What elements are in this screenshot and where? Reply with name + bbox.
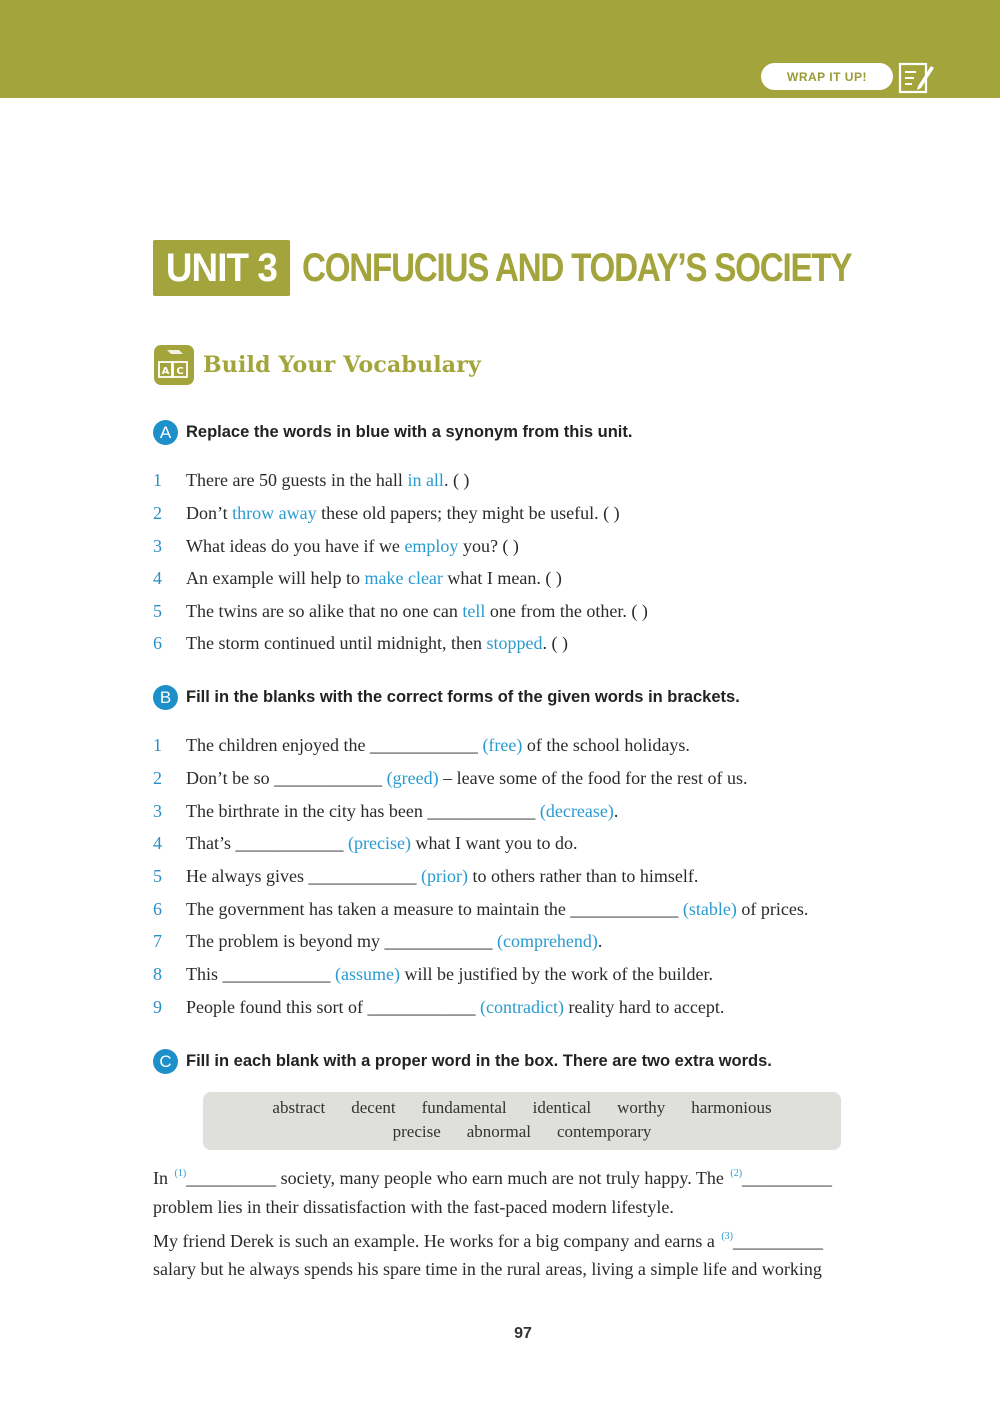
passage-line bbox=[153, 1225, 895, 1253]
item-text: . bbox=[597, 931, 603, 951]
item-highlight: in all bbox=[407, 470, 444, 490]
item-text: There are 50 guests in the hall bbox=[186, 470, 408, 490]
item-text: The problem is beyond my ____________ bbox=[186, 931, 497, 951]
passage-text: __________ society, many people who earn much are not truly happy. The bbox=[186, 1168, 729, 1188]
exercise-c-badge: C bbox=[153, 1049, 178, 1074]
word-box-word: decent bbox=[351, 1098, 396, 1117]
item-text: This ____________ bbox=[186, 964, 336, 984]
item-number: 2 bbox=[153, 768, 162, 788]
exercise-a-heading bbox=[153, 420, 632, 445]
blank-number: (1) bbox=[174, 1168, 187, 1179]
item-text: of the school holidays. bbox=[522, 735, 690, 755]
item-text: will be justified by the work of the builder. bbox=[400, 964, 713, 984]
unit-title: CONFUCIUS AND TODAY’S SOCIETY bbox=[301, 245, 851, 290]
word-box-row bbox=[203, 1122, 841, 1142]
item-number: 1 bbox=[153, 470, 162, 490]
section-title: Build Your Vocabulary bbox=[203, 352, 481, 378]
exercise-c-heading bbox=[153, 1049, 772, 1074]
item-hint: (precise) bbox=[348, 833, 411, 853]
item-number: 4 bbox=[153, 568, 162, 588]
word-box-row bbox=[203, 1098, 841, 1118]
word-box bbox=[203, 1092, 841, 1150]
item-number: 4 bbox=[153, 833, 162, 853]
unit-label: UNIT 3 bbox=[153, 240, 290, 296]
svg-text:B: B bbox=[171, 354, 177, 362]
word-box-word: fundamental bbox=[421, 1098, 507, 1117]
exercise-b-badge: B bbox=[153, 685, 178, 710]
item-number: 1 bbox=[153, 735, 162, 755]
word-box-word: contemporary bbox=[556, 1122, 652, 1141]
item-highlight: make clear bbox=[364, 568, 443, 588]
item-highlight: employ bbox=[404, 536, 459, 556]
item-text: The birthrate in the city has been ____________ bbox=[186, 801, 540, 821]
unit-heading bbox=[153, 240, 963, 296]
item-text: That’s ____________ bbox=[186, 833, 348, 853]
item-number: 5 bbox=[153, 866, 162, 886]
word-box-word: precise bbox=[392, 1122, 441, 1141]
item-text: . ( ) bbox=[443, 470, 470, 490]
item-text: The twins are so alike that no one can bbox=[186, 601, 463, 621]
item-number: 6 bbox=[153, 899, 162, 919]
item-highlight: tell bbox=[462, 601, 486, 621]
exercise-b-instruction: Fill in the blanks with the correct forms of the given words in brackets. bbox=[186, 688, 740, 706]
item-highlight: throw away bbox=[232, 503, 317, 523]
item-text: of prices. bbox=[736, 899, 809, 919]
notepad-pencil-icon bbox=[898, 60, 934, 94]
item-text: . bbox=[613, 801, 619, 821]
exercise-a-badge: A bbox=[153, 420, 178, 445]
passage-text: My friend Derek is such an example. He works for a big company and earns a bbox=[153, 1231, 720, 1251]
item-hint: (comprehend) bbox=[496, 931, 598, 951]
header-band bbox=[0, 0, 1000, 98]
item-number: 5 bbox=[153, 601, 162, 621]
item-hint: (greed) bbox=[386, 768, 439, 788]
passage-text: __________ bbox=[733, 1231, 823, 1251]
section-heading bbox=[153, 344, 481, 386]
item-hint: (stable) bbox=[682, 899, 737, 919]
blank-number: (3) bbox=[721, 1231, 733, 1242]
item-number: 7 bbox=[153, 931, 162, 951]
item-text: what I mean. ( ) bbox=[442, 568, 562, 588]
item-number: 9 bbox=[153, 997, 162, 1017]
item-text: He always gives ____________ bbox=[186, 866, 421, 886]
word-box-word: abnormal bbox=[466, 1122, 531, 1141]
item-text: Don’t bbox=[186, 503, 233, 523]
item-text: – leave some of the food for the rest of us. bbox=[438, 768, 748, 788]
item-number: 8 bbox=[153, 964, 162, 984]
svg-text:A: A bbox=[161, 366, 170, 377]
svg-text:C: C bbox=[176, 366, 184, 377]
wrap-it-up-label: WRAP IT UP! bbox=[761, 63, 893, 90]
item-text: People found this sort of ____________ bbox=[186, 997, 480, 1017]
item-hint: (free) bbox=[482, 735, 523, 755]
item-number: 2 bbox=[153, 503, 162, 523]
item-hint: (contradict) bbox=[480, 997, 564, 1017]
item-text: reality hard to accept. bbox=[563, 997, 725, 1017]
item-hint: (prior) bbox=[420, 866, 468, 886]
item-text: to others rather than to himself. bbox=[467, 866, 699, 886]
passage-line bbox=[153, 1162, 895, 1190]
item-highlight: stopped bbox=[486, 633, 543, 653]
page-number: 97 bbox=[514, 1325, 532, 1342]
abc-blocks-icon bbox=[153, 344, 195, 386]
word-box-word: abstract bbox=[272, 1098, 326, 1117]
item-text: What ideas do you have if we bbox=[186, 536, 405, 556]
item-text: The government has taken a measure to maintain the ____________ bbox=[186, 899, 683, 919]
item-hint: (assume) bbox=[335, 964, 400, 984]
passage-text: __________ bbox=[742, 1168, 833, 1188]
item-text: . ( ) bbox=[542, 633, 568, 653]
item-text: what I want you to do. bbox=[410, 833, 578, 853]
item-text: one from the other. ( ) bbox=[485, 601, 648, 621]
word-box-word: identical bbox=[532, 1098, 592, 1117]
passage-text: salary but he always spends his spare time in the rural areas, living a simple life and working bbox=[153, 1259, 822, 1279]
item-number: 3 bbox=[153, 801, 162, 821]
exercise-b-heading bbox=[153, 685, 740, 710]
passage-line bbox=[153, 1195, 895, 1219]
item-text: The storm continued until midnight, then bbox=[186, 633, 487, 653]
passage-text: In bbox=[153, 1168, 173, 1188]
item-number: 3 bbox=[153, 536, 162, 556]
item-text: The children enjoyed the ____________ bbox=[186, 735, 483, 755]
exercise-a-instruction: Replace the words in blue with a synonym from this unit. bbox=[186, 423, 633, 441]
passage-text: problem lies in their dissatisfaction with the fast-paced modern lifestyle. bbox=[153, 1197, 674, 1217]
word-box-word: worthy bbox=[617, 1098, 666, 1117]
item-text: Don’t be so ____________ bbox=[186, 768, 387, 788]
word-box-word: harmonious bbox=[691, 1098, 772, 1117]
item-text: these old papers; they might be useful. ( ) bbox=[316, 503, 620, 523]
item-text: An example will help to bbox=[186, 568, 365, 588]
item-text: you? ( ) bbox=[458, 536, 519, 556]
item-number: 6 bbox=[153, 633, 162, 653]
blank-number: (2) bbox=[730, 1168, 743, 1179]
item-hint: (decrease) bbox=[539, 801, 614, 821]
exercise-c-instruction: Fill in each blank with a proper word in the box. There are two extra words. bbox=[186, 1052, 772, 1070]
passage-line bbox=[153, 1257, 895, 1281]
